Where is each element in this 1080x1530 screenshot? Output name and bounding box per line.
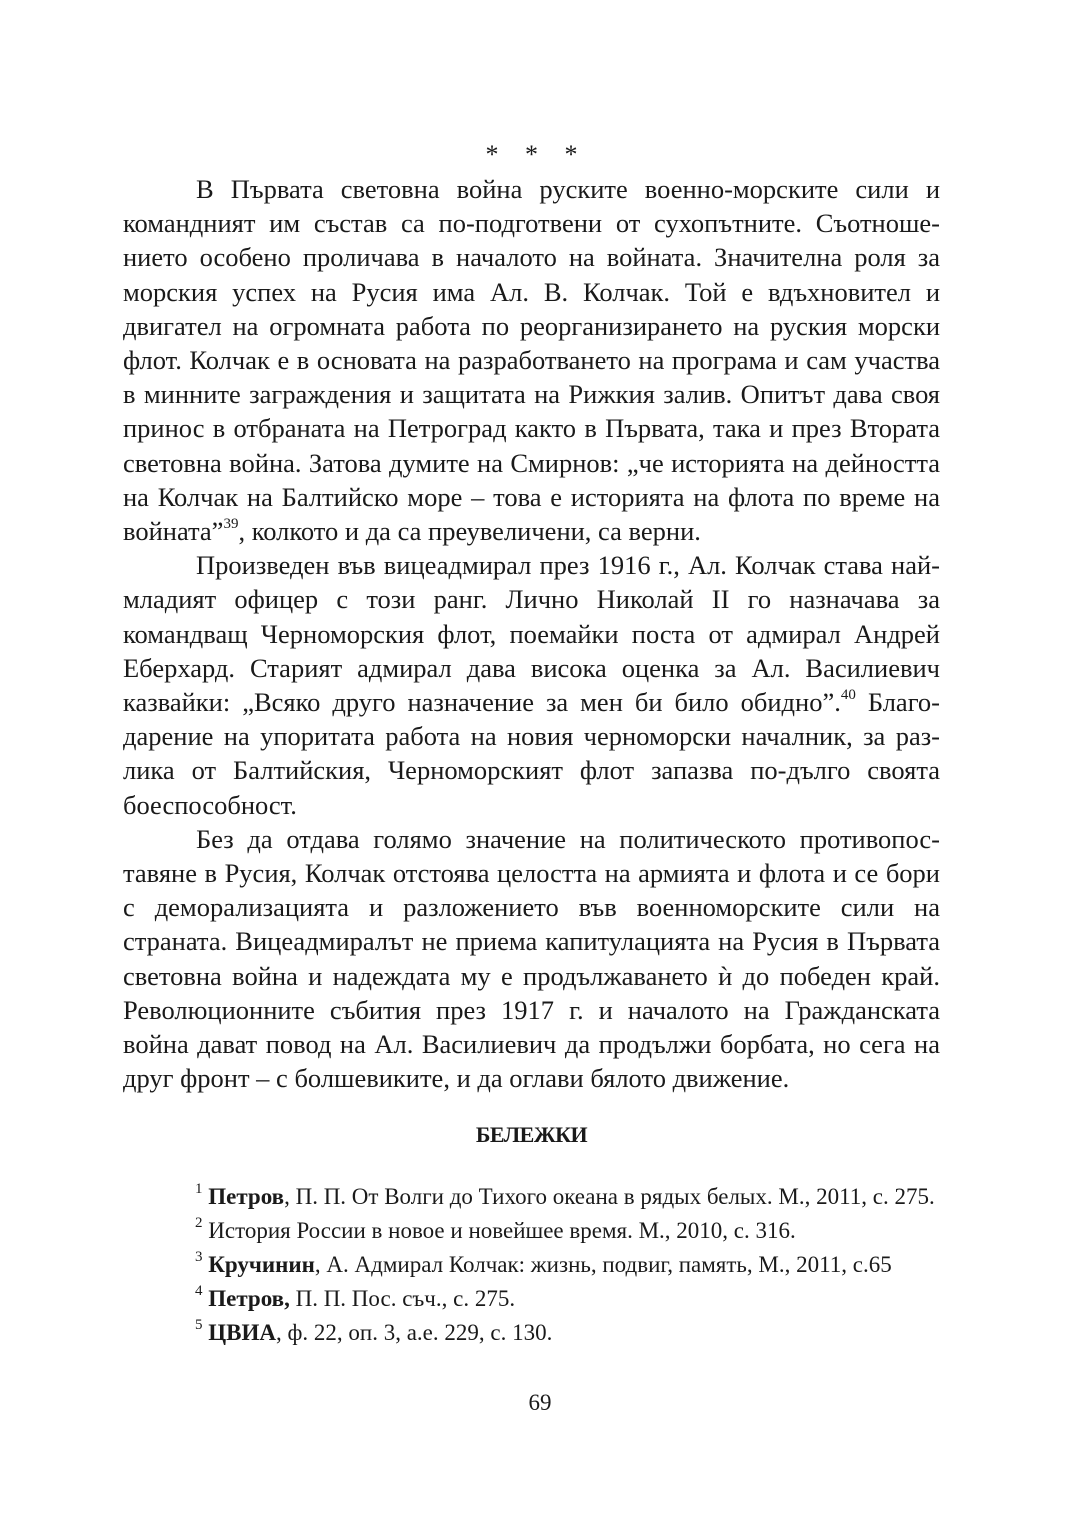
note-number: 4 xyxy=(195,1283,203,1300)
note-text: , А. Адмирал Колчак: жизнь, подвиг, память, М., 2011, с.65 xyxy=(314,1252,892,1277)
notes-list xyxy=(120,1180,942,1350)
section-separator: * * * xyxy=(485,140,588,169)
page-number: 69 xyxy=(528,1390,552,1415)
paragraph xyxy=(123,548,940,822)
paragraph-text: Без да отдава голямо значение на политическото противопоставяне в Русия, Колчак отстоява целостта на армията и флота и се бори с деморализацията и разложението във военноморските сили на страната. Вицеадмиралът не приема капитулацията на Русия в Първата световна война и надеждата му е продължаването ѝ до победен край. Революционните събития през 1917 г. и началото на Гражданската война дават повод на Ал. Василиевич да продължи борбата, но сега на друг фронт – с болшевиките, и да оглави бялото движение. xyxy=(123,823,940,1094)
footnote-ref[interactable]: 40 xyxy=(840,687,856,704)
note-item xyxy=(120,1180,942,1214)
note-item xyxy=(120,1316,942,1350)
main-text xyxy=(123,138,940,1095)
paragraph-text-continued: , колкото и да са преувеличени, са верни. xyxy=(238,516,701,547)
paragraph-text: В Първата световна война руските военно-морските сили и командният им състав са по-подготвени от сухопътните. Съотношението особено проличава в началото на войната. Значителна роля за морския успех на Русия има Ал. В. Колчак. Той е вдъхновител и двигател на огромната работа по реорганизирането на руския морски флот. Колчак е в основата на разработването на програма и сам участва в минните заграждения и защитата на Рижкия залив. Опитът дава своя принос в отбраната на Петроград както в Първата, така и през Втората световна война. Затова думите на Смирнов: „че историята на дейността на Колчак на Балтийско море – това е историята на флота по време на войната” xyxy=(123,174,940,547)
note-author: Кручинин xyxy=(208,1252,315,1277)
note-text: П. П. Пос. съч., с. 275. xyxy=(289,1286,516,1311)
note-text: История России в новое и новейшее время. М., 2010, с. 316. xyxy=(208,1218,796,1243)
notes-heading: БЕЛЕЖКИ xyxy=(475,1122,588,1147)
paragraph xyxy=(123,822,940,1096)
note-number: 1 xyxy=(195,1181,203,1198)
footnote-ref[interactable]: 39 xyxy=(223,516,239,533)
note-number: 3 xyxy=(195,1249,203,1266)
note-item xyxy=(120,1282,942,1316)
note-text: , ф. 22, оп. 3, а.е. 229, с. 130. xyxy=(275,1320,553,1345)
paragraph-text: Произведен във вицеадмирал през 1916 г., Ал. Колчак става най-младият офицер с този ранг. Лично Николай II го назначава за командващ Черноморския флот, поемайки поста от адмирал Андрей Еберхард. Старият адмирал дава висока оценка за Ал. Василиевич казвайки: „Всяко друго назначение за мен би било обидно”. xyxy=(123,550,940,718)
note-number: 2 xyxy=(195,1215,203,1232)
note-author: Петров, xyxy=(208,1286,290,1311)
note-text: , П. П. От Волги до Тихого океана в рядых белых. М., 2011, с. 275. xyxy=(284,1184,935,1209)
note-number: 5 xyxy=(195,1317,203,1334)
note-author: ЦВИА xyxy=(208,1320,276,1345)
note-item xyxy=(120,1214,942,1248)
note-author: Петров xyxy=(208,1184,285,1209)
paragraph xyxy=(123,172,940,548)
paragraph-text-continued: Благодарение на упоритата работа на новия черноморски началник, за разлика от Балтийския, Черноморският флот запазва по-дълго своята боеспособност. xyxy=(123,687,940,820)
note-item xyxy=(120,1248,942,1282)
